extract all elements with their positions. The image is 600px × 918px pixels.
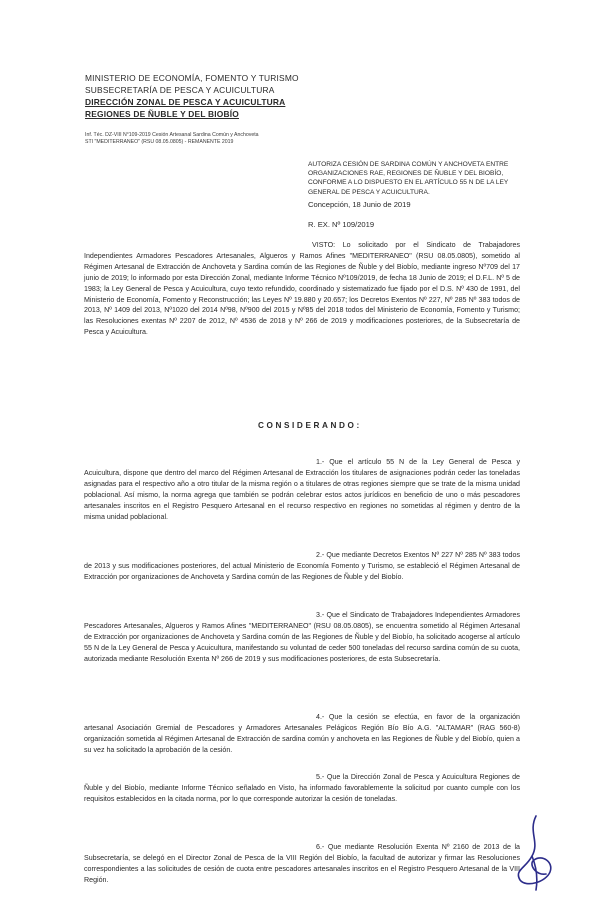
considerando-6: 6.- Que mediante Resolución Exenta Nº 2160 de 2013 de la Subsecretaría, se delegó en el Director Zonal de Pesca de la VIII Región del Biobío, la facultad de autorizar y firmar las Resoluciones correspondientes a las solicitudes de cesión de cuota entre pescadores artesanales inscritos en el Registro Pesquero Artesanal de la VIII Región. — [84, 843, 520, 884]
reference-line-1: Inf. Téc. DZ-VIII N°109-2019 Cesión Artesanal Sardina Común y Anchoveta — [85, 132, 259, 138]
resolution-date: Concepción, 18 Junio de 2019 — [308, 200, 411, 209]
considerando-2: 2.- Que mediante Decretos Exentos Nº 227 Nº 285 Nº 383 todos de 2013 y sus modificaciones posteriores, del actual Ministerio de Economía Fomento y Turismo, se estableció el Régimen Artesanal de Extracción por organizaciones de Anchoveta y Sardina común de las Regiones de Ñuble y del Biobío. — [84, 551, 520, 581]
zonal-direction-name: DIRECCIÓN ZONAL DE PESCA Y ACUICULTURA — [85, 97, 286, 107]
resolution-subject: AUTORIZA CESIÓN DE SARDINA COMÚN Y ANCHOVETA ENTRE ORGANIZACIONES RAE, REGIONES DE ÑUBLE Y DEL BIOBÍO, CONFORME A LO DISPUESTO EN EL ARTÍCULO 55 N DE LA LEY GENERAL DE PESCA Y ACUICULTURA. — [308, 161, 509, 196]
considerando-3: 3.- Que el Sindicato de Trabajadores Independientes Armadores Pescadores Artesanales, Algueros y Ramos Afines "MEDITERRANEO" (RSU 08.05.0805), se encuentra sometido al Régimen Artesanal de Extracción por organizaciones de Anchoveta y Sardina común de las Regiones de Ñuble y del Biobío, ha solicitado acogerse al artículo 55 N de la Ley General de Pesca y Acuicultura, manifestando su voluntad de ceder 500 toneladas del recurso sardina común de su cuota, autorizada mediante Resolución Exenta Nº 266 de 2019 y sus modificaciones posteriores, de esta Subsecretaría. — [84, 611, 520, 663]
handwritten-signature — [506, 812, 566, 892]
ministry-name: MINISTERIO DE ECONOMÍA, FOMENTO Y TURISMO — [85, 73, 299, 83]
letterhead — [85, 72, 315, 120]
considerando-5: 5.- Que la Dirección Zonal de Pesca y Acuicultura Regiones de Ñuble y del Biobío, mediante Informe Técnico señalado en Visto, ha informado favorablemente la solicitud por cuanto cumple con los requisitos establecidos en la citada norma, por lo que corresponde autorizar la cesión de toneladas. — [84, 773, 520, 803]
considerando-heading: CONSIDERANDO: — [258, 421, 362, 430]
visto-paragraph: VISTO: Lo solicitado por el Sindicato de Trabajadores Independientes Armadores Pescadores Artesanales, Algueros y Ramos Afines "MEDITERRANEO" (RSU 08.05.0805), sometido al Régimen Artesanal de Extracción de Anchoveta y Sardina común de las Regiones de Ñuble y del Biobío, mediante ingreso Nº709 del 17 junio de 2019; lo informado por esta Dirección Zonal, mediante Informe Técnico Nº109/2019, de fecha 18 Junio de 2019; el D.F.L. Nº 5 de 1983; la Ley General de Pesca y Acuicultura, cuyo texto refundido, coordinado y sistematizado fue fijado por el D.S. Nº 430 de 1991, del Ministerio de Economía, Fomento y Reconstrucción; las Leyes Nº 19.880 y 20.657; los Decretos Exentos Nº 227, Nº 285 Nº 383 todos de 2013, Nº 1409 del 2013, Nº1020 del 2014 Nº98, Nº900 del 2015 y Nº85 del 2018 todos del Ministerio de Economía, Fomento y Turismo; las Resoluciones exentas Nº 2207 de 2012, Nº 4536 de 2018 y Nº 266 de 2019 y modificaciones posteriores, de la Subsecretaría de Pesca y Acuicultura. — [84, 241, 520, 337]
considerando-1: 1.- Que el artículo 55 N de la Ley General de Pesca y Acuicultura, dispone que dentro del marco del Régimen Artesanal de Extracción los titulares de asignaciones podrán ceder las toneladas asignadas para el respectivo año a otro titular de la misma región o a titulares de otras regiones siempre que se trate de la misma unidad poblacional. Así mismo, la norma agrega que también se podrán celebrar estos actos jurídicos en beneficio de uno o más pescadores artesanales inscritos en el Registro Pesquero Artesanal en el recurso respectivo en regiones no sometidas al régimen y dentro de la misma unidad poblacional. — [84, 458, 520, 521]
reference-lines — [85, 132, 315, 146]
undersecretariat-name: SUBSECRETARÍA DE PESCA Y ACUICULTURA — [85, 85, 275, 95]
regions-name: REGIONES DE ÑUBLE Y DEL BIOBÍO — [85, 109, 239, 119]
resolution-number: R. EX. Nº 109/2019 — [308, 220, 375, 229]
reference-line-2: STI "MEDITERRANEO" (RSU 08.05.0805) - REMANENTE 2019 — [85, 139, 234, 145]
considerando-4: 4.- Que la cesión se efectúa, en favor de la organización artesanal Asociación Gremial de Pescadores y Armadores Artesanales Pelágicos Región Bío Bío A.G. "ALTAMAR" (RAG 560-8) organización sometida al Régimen Artesanal de Extracción de sardina común y anchoveta en las Regiones de Ñuble y del Biobío, quien a su vez ha solicitado la aprobación de la cesión. — [84, 713, 520, 754]
